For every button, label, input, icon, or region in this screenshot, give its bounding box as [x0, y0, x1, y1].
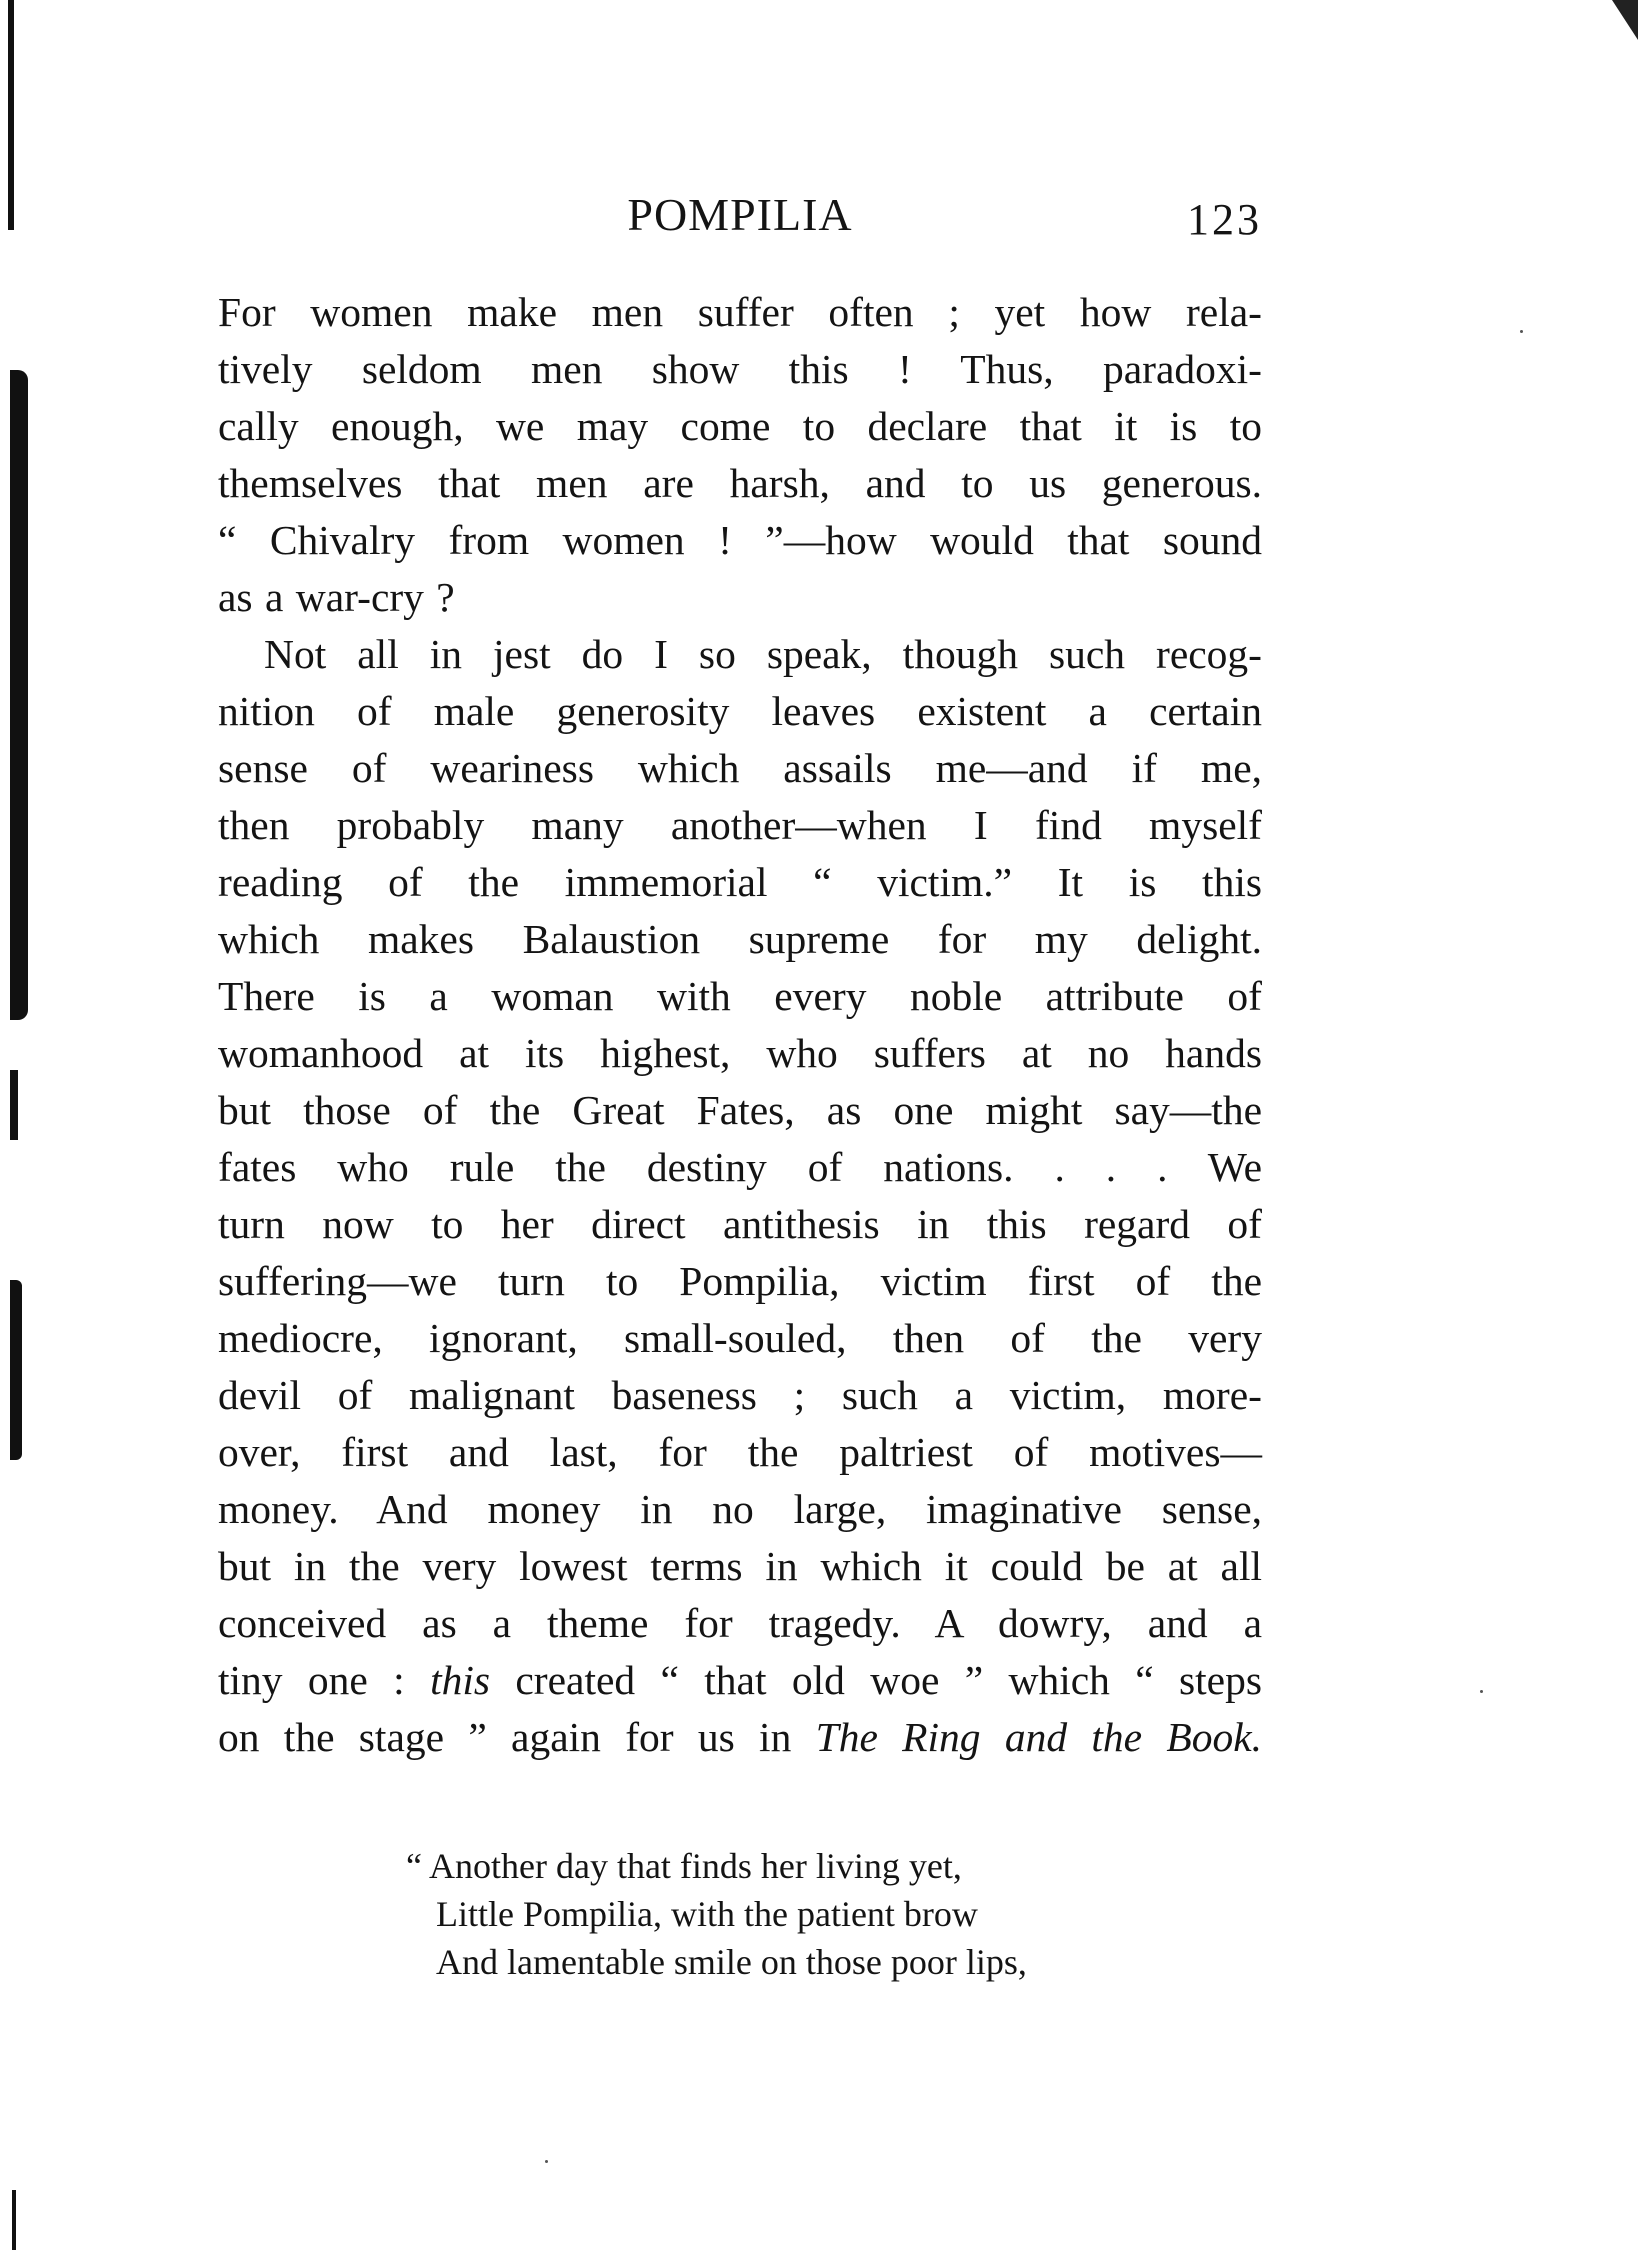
text-line-with-book-title: [218, 1709, 1262, 1766]
binding-shadow: [10, 370, 28, 1020]
text-segment: on the stage ” again for us in: [218, 1714, 816, 1760]
text-line: “ Chivalry from women ! ”—how would that sound: [218, 517, 1262, 563]
running-title: POMPILIA: [627, 189, 853, 240]
text-line: over, first and last, for the paltriest of motives—: [218, 1429, 1262, 1475]
text-line: conceived as a theme for tragedy. A dowry, and a: [218, 1600, 1262, 1646]
text-line: reading of the immemorial “ victim.” It is this: [218, 859, 1262, 905]
paragraph-start-line: Not all in jest do I so speak, though such recog-: [264, 631, 1262, 677]
text-line: themselves that men are harsh, and to us generous.: [218, 460, 1262, 506]
page-number: 123: [1187, 195, 1262, 244]
text-line: devil of malignant baseness ; such a victim, more-: [218, 1372, 1262, 1418]
text-line: which makes Balaustion supreme for my delight.: [218, 916, 1262, 962]
text-line: money. And money in no large, imaginative sense,: [218, 1486, 1262, 1532]
text-line: There is a woman with every noble attribute of: [218, 973, 1262, 1019]
text-line: mediocre, ignorant, small-souled, then of the very: [218, 1315, 1262, 1361]
text-segment: created “ that old woe ” which “ steps: [490, 1657, 1263, 1703]
text-line: as a war-cry ?: [218, 574, 455, 620]
scan-speck: [545, 2160, 548, 2163]
verse-line: And lamentable smile on those poor lips,: [436, 1942, 1027, 1982]
page-header: [218, 188, 1262, 248]
text-line: cally enough, we may come to declare that it is to: [218, 403, 1262, 449]
text-line: For women make men suffer often ; yet how rela-: [218, 289, 1262, 335]
text-segment: tiny one :: [218, 1657, 431, 1703]
verse-line: “ Another day that finds her living yet,: [406, 1846, 962, 1886]
text-line: nition of male generosity leaves existent a certain: [218, 688, 1262, 734]
binding-shadow: [12, 2190, 16, 2250]
text-line: then probably many another—when I find myself: [218, 802, 1262, 848]
text-line: tively seldom men show this ! Thus, paradoxi-: [218, 346, 1262, 392]
page-corner-shadow: [1612, 0, 1638, 40]
text-line-with-italic: [218, 1652, 1262, 1709]
book-title: The Ring and the Book.: [815, 1714, 1262, 1760]
text-line: but in the very lowest terms in which it could be at all: [218, 1543, 1262, 1589]
binding-shadow: [10, 1070, 18, 1140]
scan-speck: [1520, 330, 1523, 333]
text-line: suffering—we turn to Pompilia, victim first of the: [218, 1258, 1262, 1304]
text-line: sense of weariness which assails me—and if me,: [218, 745, 1262, 791]
text-line: but those of the Great Fates, as one might say—the: [218, 1087, 1262, 1133]
italic-emphasis: this: [430, 1657, 491, 1703]
text-line: womanhood at its highest, who suffers at no hands: [218, 1030, 1262, 1076]
verse-quotation: [406, 1842, 1206, 1986]
text-line: fates who rule the destiny of nations. . . . We: [218, 1144, 1262, 1190]
binding-shadow: [8, 0, 14, 230]
text-line: turn now to her direct antithesis in this regard of: [218, 1201, 1262, 1247]
body-text: [218, 284, 1262, 1766]
binding-shadow: [10, 1280, 22, 1460]
scan-speck: [1480, 1690, 1483, 1693]
verse-line: Little Pompilia, with the patient brow: [436, 1894, 978, 1934]
